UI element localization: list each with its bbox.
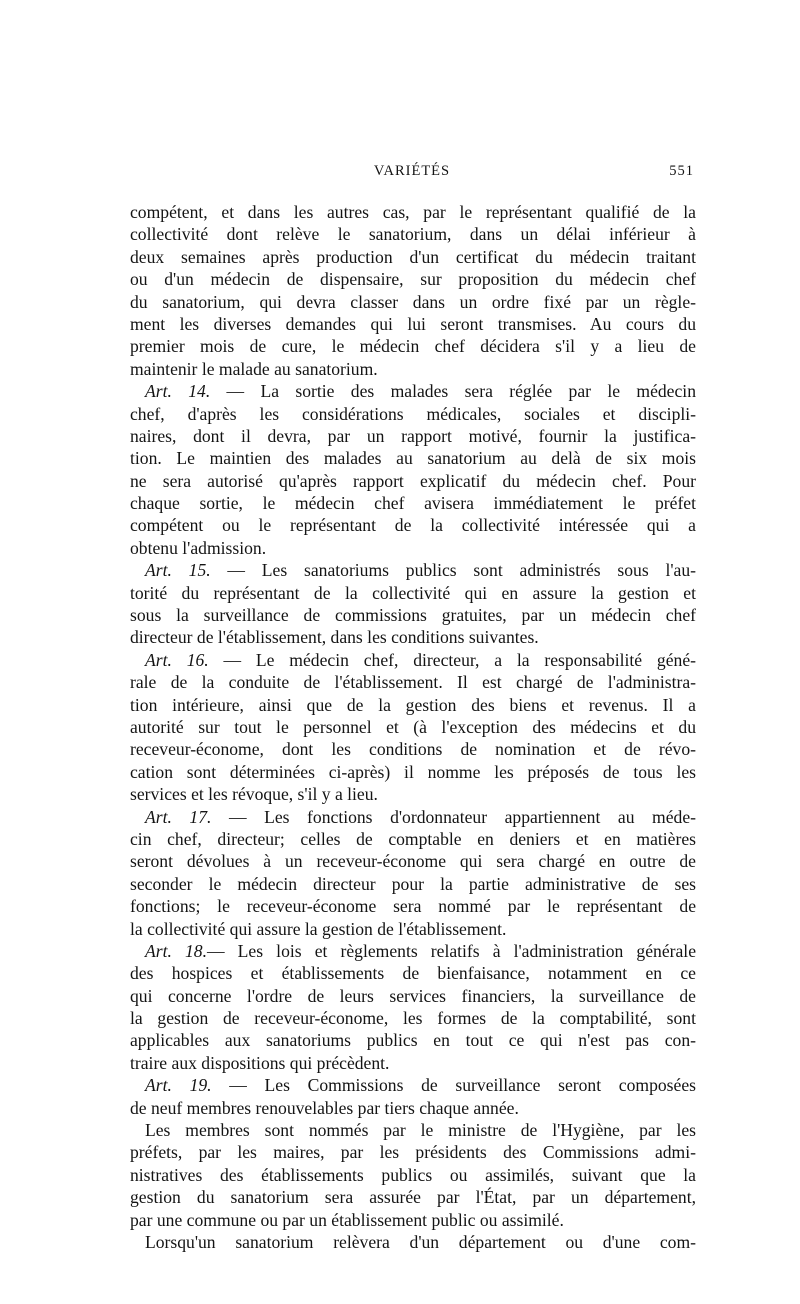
text-line [130,425,696,447]
line-text: Lorsqu'un sanatorium relèvera d'un département ou d'une com- [145,1231,696,1252]
text-line [130,694,696,716]
text-line [130,403,696,425]
text-line [130,1029,696,1051]
line-text: maintenir le malade au sanatorium. [130,358,378,379]
page-title: VARIÉTÉS [373,163,451,179]
text-line [130,626,696,648]
text-line [130,1141,696,1163]
page-number: 551 [669,163,694,179]
text-line [130,895,696,917]
line-text: — Les Commissions de surveillance seront composées [211,1075,696,1096]
text-line [130,380,696,402]
text-line [130,716,696,738]
line-text: premier mois de cure, le médecin chef décidera s'il y a lieu de [130,336,696,357]
text-line [130,1007,696,1029]
text-line [130,783,696,805]
line-text: rale de la conduite de l'établissement. Il est chargé de l'administra- [130,672,696,693]
text-line [130,850,696,872]
text-line [130,918,696,940]
text-line [130,873,696,895]
text-line [130,1119,696,1141]
line-text: naires, dont il devra, par un rapport motivé, fournir la justifica- [130,425,696,446]
line-text: seconder le médecin directeur pour la partie administrative de ses [130,873,696,894]
line-text: ne sera autorisé qu'après rapport explicatif du médecin chef. Pour [130,470,696,491]
line-text: par une commune ou par un établissement public ou assimilé. [130,1209,564,1230]
line-text: compétent, et dans les autres cas, par le représentant qualifié de la [130,202,696,222]
text-line [130,223,696,245]
text-line [130,761,696,783]
text-line [130,1164,696,1186]
line-text: directeur de l'établissement, dans les conditions suivantes. [130,627,539,648]
line-text: — Le médecin chef, directeur, a la responsabilité géné- [208,649,696,670]
line-text: fonctions; le receveur-économe sera nommé par le représentant de [130,896,696,917]
article-number: Art. 16. [145,649,209,670]
line-text: — Les fonctions d'ordonnateur appartiennent au méde- [211,806,696,827]
article-number: Art. 15. [145,560,211,581]
text-line [130,335,696,357]
text-line [130,313,696,335]
line-text: compétent ou le représentant de la collectivité intéressée qui a [130,515,696,536]
text-line [130,738,696,760]
line-text: chaque sortie, le médecin chef avisera immédiatement le préfet [130,493,696,514]
line-text: qui concerne l'ordre de leurs services financiers, la surveillance de [130,985,696,1006]
text-line [130,246,696,268]
article-number: Art. 18. [145,940,207,961]
article-number: Art. 17. [145,806,212,827]
line-text: collectivité dont relève le sanatorium, dans un délai inférieur à [130,224,696,245]
line-text: cin chef, directeur; celles de comptable en deniers et en matières [130,828,696,849]
line-text: préfets, par les maires, par les présidents des Commissions admi- [130,1142,696,1163]
article-number: Art. 14. [145,381,211,402]
running-header [130,163,694,185]
text-line [130,828,696,850]
line-text: autorité sur tout le personnel et (à l'exception des médecins et du [130,716,696,737]
line-text: la collectivité qui assure la gestion de l'établissement. [130,918,507,939]
text-line [130,447,696,469]
line-text: sous la surveillance de commissions gratuites, par un médecin chef [130,605,696,626]
text-line [130,514,696,536]
line-text: torité du représentant de la collectivité qui en assure la gestion et [130,582,696,603]
text-line [130,962,696,984]
line-text: services et les révoque, s'il y a lieu. [130,784,378,805]
line-text: la gestion de receveur-économe, les formes de la comptabilité, sont [130,1008,696,1029]
line-text: des hospices et établissements de bienfaisance, notamment en ce [130,963,696,984]
line-text: gestion du sanatorium sera assurée par l'État, par un département, [130,1187,696,1208]
line-text: obtenu l'admission. [130,537,267,558]
text-line [130,470,696,492]
text-line [130,268,696,290]
line-text: du sanatorium, qui devra classer dans un ordre fixé par un règle- [130,291,696,312]
text-line [130,985,696,1007]
line-text: — Les sanatoriums publics sont administrés sous l'au- [210,560,696,581]
text-line [130,358,696,380]
text-line [130,537,696,559]
line-text: cation sont déterminées ci-après) il nomme les préposés de tous les [130,761,696,782]
line-text: traire aux dispositions qui précèdent. [130,1052,390,1073]
line-text: applicables aux sanatoriums publics en tout ce qui n'est pas con- [130,1030,696,1051]
text-line [130,806,696,828]
line-text: Les membres sont nommés par le ministre de l'Hygiène, par les [145,1120,696,1141]
text-line [130,1074,696,1096]
text-line [130,940,696,962]
line-text: chef, d'après les considérations médicales, sociales et discipli- [130,403,696,424]
text-line [130,291,696,313]
line-text: deux semaines après production d'un certificat du médecin traitant [130,246,696,267]
text-line [130,1209,696,1231]
text-line [130,201,696,223]
body-text [130,201,696,1253]
line-text: ou d'un médecin de dispensaire, sur proposition du médecin chef [130,269,696,290]
text-line [130,492,696,514]
text-line [130,671,696,693]
text-line [130,1186,696,1208]
line-text: seront dévolues à un receveur-économe qui sera chargé en outre de [130,851,696,872]
line-text: de neuf membres renouvelables par tiers chaque année. [130,1097,519,1118]
line-text: nistratives des établissements publics ou assimilés, suivant que la [130,1164,696,1185]
text-line [130,1052,696,1074]
line-text: — Les lois et règlements relatifs à l'administration générale [206,940,696,961]
text-line [130,1231,696,1253]
text-line [130,1097,696,1119]
article-number: Art. 19. [145,1075,212,1096]
line-text: tion intérieure, ainsi que de la gestion des biens et revenus. Il a [130,694,696,715]
text-line [130,604,696,626]
line-text: — La sortie des malades sera réglée par le médecin [210,381,696,402]
text-line [130,649,696,671]
line-text: ment les diverses demandes qui lui seront transmises. Au cours du [130,313,696,334]
line-text: tion. Le maintien des malades au sanatorium au delà de six mois [130,448,696,469]
line-text: receveur-économe, dont les conditions de nomination et de révo- [130,739,696,760]
text-line [130,582,696,604]
text-line [130,559,696,581]
